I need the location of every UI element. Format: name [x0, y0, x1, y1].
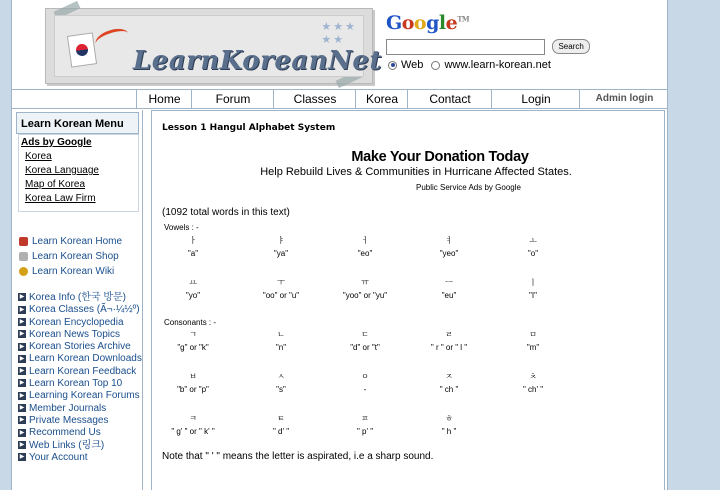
nav-home[interactable]: Home [136, 90, 192, 108]
consonant-cell [163, 413, 223, 436]
consonant-romanization: " r " or " l " [430, 343, 468, 352]
consonant-romanization: "m" [526, 343, 540, 352]
radio-web-label: Web [401, 59, 424, 71]
consonant-char: ㅌ [277, 414, 285, 423]
vowel-romanization: "I" [529, 291, 537, 300]
arrow-icon: ▶ [19, 441, 25, 448]
nav-korea[interactable]: Korea [355, 90, 408, 108]
consonant-romanization: "s" [276, 385, 286, 394]
menu-item-downloads[interactable]: ▶ Learn Korean Downloads [19, 353, 142, 365]
main-nav [12, 89, 668, 109]
google-search-button[interactable]: Search [552, 39, 589, 54]
swoosh-icon [93, 25, 131, 52]
consonant-romanization: " p' " [356, 427, 374, 436]
vowel-char: ㅣ [529, 278, 537, 287]
menu-item-news-topics[interactable]: ▶ Korean News Topics [19, 328, 120, 340]
consonant-romanization: - [363, 385, 367, 394]
google-ads-box [18, 134, 139, 212]
sidebar [15, 110, 143, 490]
arrow-icon: ▶ [19, 294, 25, 301]
consonant-romanization: " g' " or " k' " [171, 427, 215, 436]
vowel-char: ㅡ [445, 278, 453, 287]
nav-admin-login[interactable]: Admin login [579, 90, 668, 108]
consonant-cell [163, 371, 223, 394]
arrow-icon: ▶ [19, 454, 25, 461]
consonants-label: Consonants : - [164, 318, 217, 327]
radio-site[interactable] [431, 61, 440, 70]
consonant-cell [251, 413, 311, 436]
nav-login[interactable]: Login [491, 90, 580, 108]
vowels-label: Vowels : - [164, 223, 199, 232]
arrow-icon: ▶ [19, 417, 25, 424]
quick-link-home[interactable]: Learn Korean Home [19, 234, 122, 249]
arrow-icon: ▶ [19, 392, 25, 399]
ad-link[interactable]: Korea Law Firm [25, 193, 96, 204]
vowel-romanization: "oo" or "u" [262, 291, 300, 300]
shop-icon [19, 252, 28, 261]
menu-item-private-messages[interactable]: ▶ Private Messages [19, 414, 109, 426]
ad-link[interactable]: Map of Korea [25, 179, 86, 190]
korean-flag-icon [67, 32, 97, 67]
arrow-icon: ▶ [19, 429, 25, 436]
vowel-romanization: "yoo" or "yu" [342, 291, 388, 300]
main-content [151, 110, 665, 490]
consonant-cell [335, 413, 395, 436]
donation-ad[interactable] [152, 149, 664, 192]
word-count: (1092 total words in this text) [162, 207, 290, 218]
consonant-romanization: "d" or "t" [350, 343, 380, 352]
ad-link[interactable]: Korea Language [25, 165, 99, 176]
consonant-cell [419, 371, 479, 394]
vowel-cell [503, 277, 563, 300]
consonant-romanization: "b" or "p" [177, 385, 209, 394]
consonant-char: ㅅ [277, 372, 285, 381]
vowel-romanization: "yo" [185, 291, 201, 300]
sidebar-title: Learn Korean Menu [16, 112, 139, 134]
consonant-romanization: " h " [441, 427, 457, 436]
quick-link-shop[interactable]: Learn Korean Shop [19, 249, 122, 264]
logo-panel [54, 15, 382, 77]
quick-link-wiki[interactable]: Learn Korean Wiki [19, 264, 122, 279]
vowel-romanization: "ya" [273, 249, 289, 258]
vowel-cell [163, 235, 223, 258]
consonant-char: ㅇ [361, 372, 369, 381]
consonant-char: ㅍ [361, 414, 369, 423]
arrow-icon: ▶ [19, 306, 25, 313]
logo-text: LearnKoreanNet [133, 46, 382, 76]
public-service-ads-label[interactable]: Public Service Ads by Google [416, 183, 521, 192]
consonant-char: ㅁ [529, 330, 537, 339]
vowel-cell [419, 277, 479, 300]
google-search-box [386, 12, 586, 71]
site-logo[interactable] [45, 8, 382, 84]
consonant-cell [419, 329, 479, 352]
vowel-romanization: "a" [187, 249, 199, 258]
consonant-char: ㅂ [189, 372, 197, 381]
menu-item-forums[interactable]: ▶ Learning Korean Forums [19, 390, 140, 402]
consonant-char: ㄱ [189, 330, 197, 339]
nav-classes[interactable]: Classes [273, 90, 356, 108]
vowel-char: ㅑ [277, 236, 285, 245]
radio-site-label: www.learn-korean.net [444, 59, 551, 71]
consonant-cell [419, 413, 479, 436]
donation-title[interactable]: Make Your Donation Today [351, 149, 529, 165]
consonant-romanization: " d' " [272, 427, 290, 436]
menu-item-korea-classes[interactable]: ▶ Korea Classes (Ã¬·¼½º) [19, 304, 140, 316]
menu-item-recommend[interactable]: ▶ Recommend Us [19, 427, 101, 439]
stars-icon: ★★★ ★★ [321, 21, 357, 46]
arrow-icon: ▶ [19, 368, 25, 375]
wiki-icon [19, 267, 28, 276]
lesson-title: Lesson 1 Hangul Alphabet System [162, 123, 336, 133]
nav-contact[interactable]: Contact [407, 90, 492, 108]
vowel-romanization: "eo" [357, 249, 373, 258]
ads-by-google[interactable]: Ads by Google [21, 137, 92, 148]
arrow-icon: ▶ [19, 331, 25, 338]
vowel-char: ㅛ [189, 278, 197, 287]
vowel-char: ㅓ [361, 236, 369, 245]
sidebar-menu [18, 292, 142, 464]
vowel-char: ㅕ [445, 236, 453, 245]
arrow-icon: ▶ [19, 355, 25, 362]
consonant-cell [335, 371, 395, 394]
consonant-cell [503, 371, 563, 394]
vowel-cell [419, 235, 479, 258]
vowel-cell [335, 277, 395, 300]
menu-item-web-links[interactable]: ▶ Web Links (링크) [19, 439, 105, 451]
menu-item-account[interactable]: ▶ Your Account [19, 451, 88, 463]
vowel-cell [163, 277, 223, 300]
consonant-char: ㅊ [529, 372, 537, 381]
vowel-char: ㅜ [277, 278, 285, 287]
menu-item-top10[interactable]: ▶ Learn Korean Top 10 [19, 378, 123, 390]
vowel-char: ㅠ [361, 278, 369, 287]
arrow-icon: ▶ [19, 318, 25, 325]
vowel-romanization: "eu" [441, 291, 457, 300]
donation-subtitle: Help Rebuild Lives & Communities in Hurricane Affected States. [260, 166, 572, 178]
nav-forum[interactable]: Forum [191, 90, 274, 108]
menu-item-journals[interactable]: ▶ Member Journals [19, 402, 107, 414]
consonant-char: ㄴ [277, 330, 285, 339]
vowel-romanization: "o" [527, 249, 539, 258]
ad-link[interactable]: Korea [25, 151, 52, 162]
vowel-romanization: "yeo" [439, 249, 459, 258]
consonant-cell [251, 329, 311, 352]
menu-item-stories-archive[interactable]: ▶ Korean Stories Archive [19, 341, 131, 353]
vowel-cell [251, 277, 311, 300]
consonant-char: ㅎ [445, 414, 453, 423]
consonant-char: ㄷ [361, 330, 369, 339]
page [11, 0, 668, 490]
consonant-cell [503, 329, 563, 352]
consonant-romanization: " ch' " [522, 385, 544, 394]
consonant-char: ㅈ [445, 372, 453, 381]
google-logo: Google™ [386, 12, 470, 34]
google-search-input[interactable] [386, 39, 545, 55]
consonant-romanization: " ch " [439, 385, 459, 394]
menu-item-encyclopedia[interactable]: ▶ Korean Encyclopedia [19, 316, 124, 328]
consonant-romanization: "g" or "k" [177, 343, 209, 352]
quick-links [19, 234, 122, 279]
arrow-icon: ▶ [19, 405, 25, 412]
consonant-cell [163, 329, 223, 352]
vowel-cell [251, 235, 311, 258]
menu-item-korea-info[interactable]: ▶ Korea Info (한국 방문) [19, 292, 126, 303]
consonant-char: ㄹ [445, 330, 453, 339]
arrow-icon: ▶ [19, 380, 25, 387]
aspiration-note: Note that " ' " means the letter is aspirated, i.e a sharp sound. [162, 451, 434, 462]
consonant-cell [335, 329, 395, 352]
consonant-cell [251, 371, 311, 394]
vowel-cell [335, 235, 395, 258]
vowel-char: ㅏ [189, 236, 197, 245]
consonant-romanization: "n" [275, 343, 287, 352]
menu-item-feedback[interactable]: ▶ Learn Korean Feedback [19, 365, 137, 377]
radio-web[interactable] [388, 61, 397, 70]
arrow-icon: ▶ [19, 343, 25, 350]
vowel-cell [503, 235, 563, 258]
vowel-char: ㅗ [529, 236, 537, 245]
consonant-char: ㅋ [189, 414, 197, 423]
santa-hat-icon [19, 237, 28, 246]
